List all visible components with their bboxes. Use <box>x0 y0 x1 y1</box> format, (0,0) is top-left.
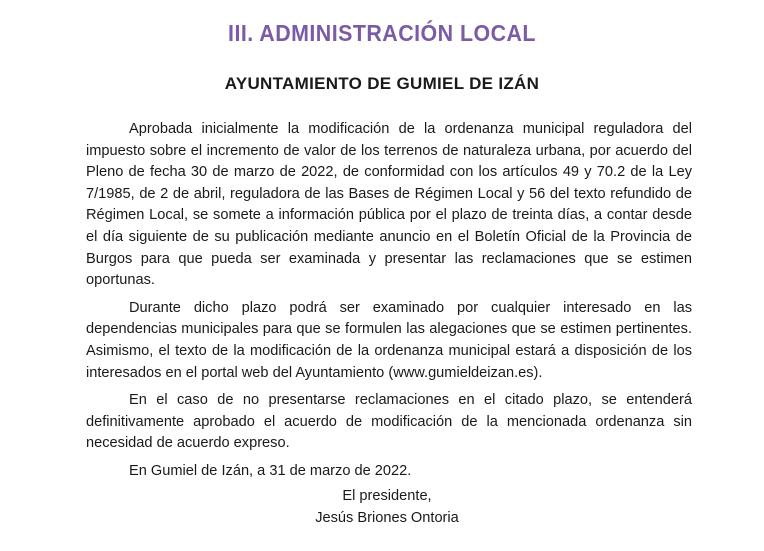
paragraph-place-date: En Gumiel de Izán, a 31 de marzo de 2022. <box>129 462 412 479</box>
paragraph-examination: Durante dicho plazo podrá ser examinado por cualquier interesado en las dependencias municipales para que se formulen las alegaciones que se estimen pertinentes. Asimismo, el texto de la modificación de la ordenanza municipal estará a disposición de los interesados en el portal web del Ayuntamiento (www.gumieldeizan.es). <box>86 299 692 381</box>
section-title: III. ADMINISTRACIÓN LOCAL <box>228 20 536 46</box>
entity-title: AYUNTAMIENTO DE GUMIEL DE IZÁN <box>224 74 540 93</box>
paragraph-approval: Aprobada inicialmente la modificación de la ordenanza municipal reguladora del impuesto sobre el incremento de valor de los terrenos de naturaleza urbana, por acuerdo del Pleno de fecha 30 de marzo de 2022, de conformidad con los artículos 49 y 70.2 de la Ley 7/1985, de 2 de abril, reguladora de las Bases de Régimen Local y 56 del texto refundido de Régimen Local, se somete a información pública por el plazo de treinta días, a contar desde el día siguiente de su publicación mediante anuncio en el Boletín Oficial de la Provincia de Burgos para que pueda ser examinada y presentar las reclamaciones que se estimen oportunas. <box>86 121 692 289</box>
signature-block <box>0 485 764 529</box>
signature-name: Jesús Briones Ontoria <box>315 510 459 526</box>
signature-role: El presidente, <box>342 488 432 504</box>
document-body <box>86 119 692 489</box>
paragraph-no-claims: En el caso de no presentarse reclamaciones en el citado plazo, se entenderá definitivamente aprobado el acuerdo de modificación de la mencionada ordenanza sin necesidad de acuerdo expreso. <box>86 392 692 452</box>
